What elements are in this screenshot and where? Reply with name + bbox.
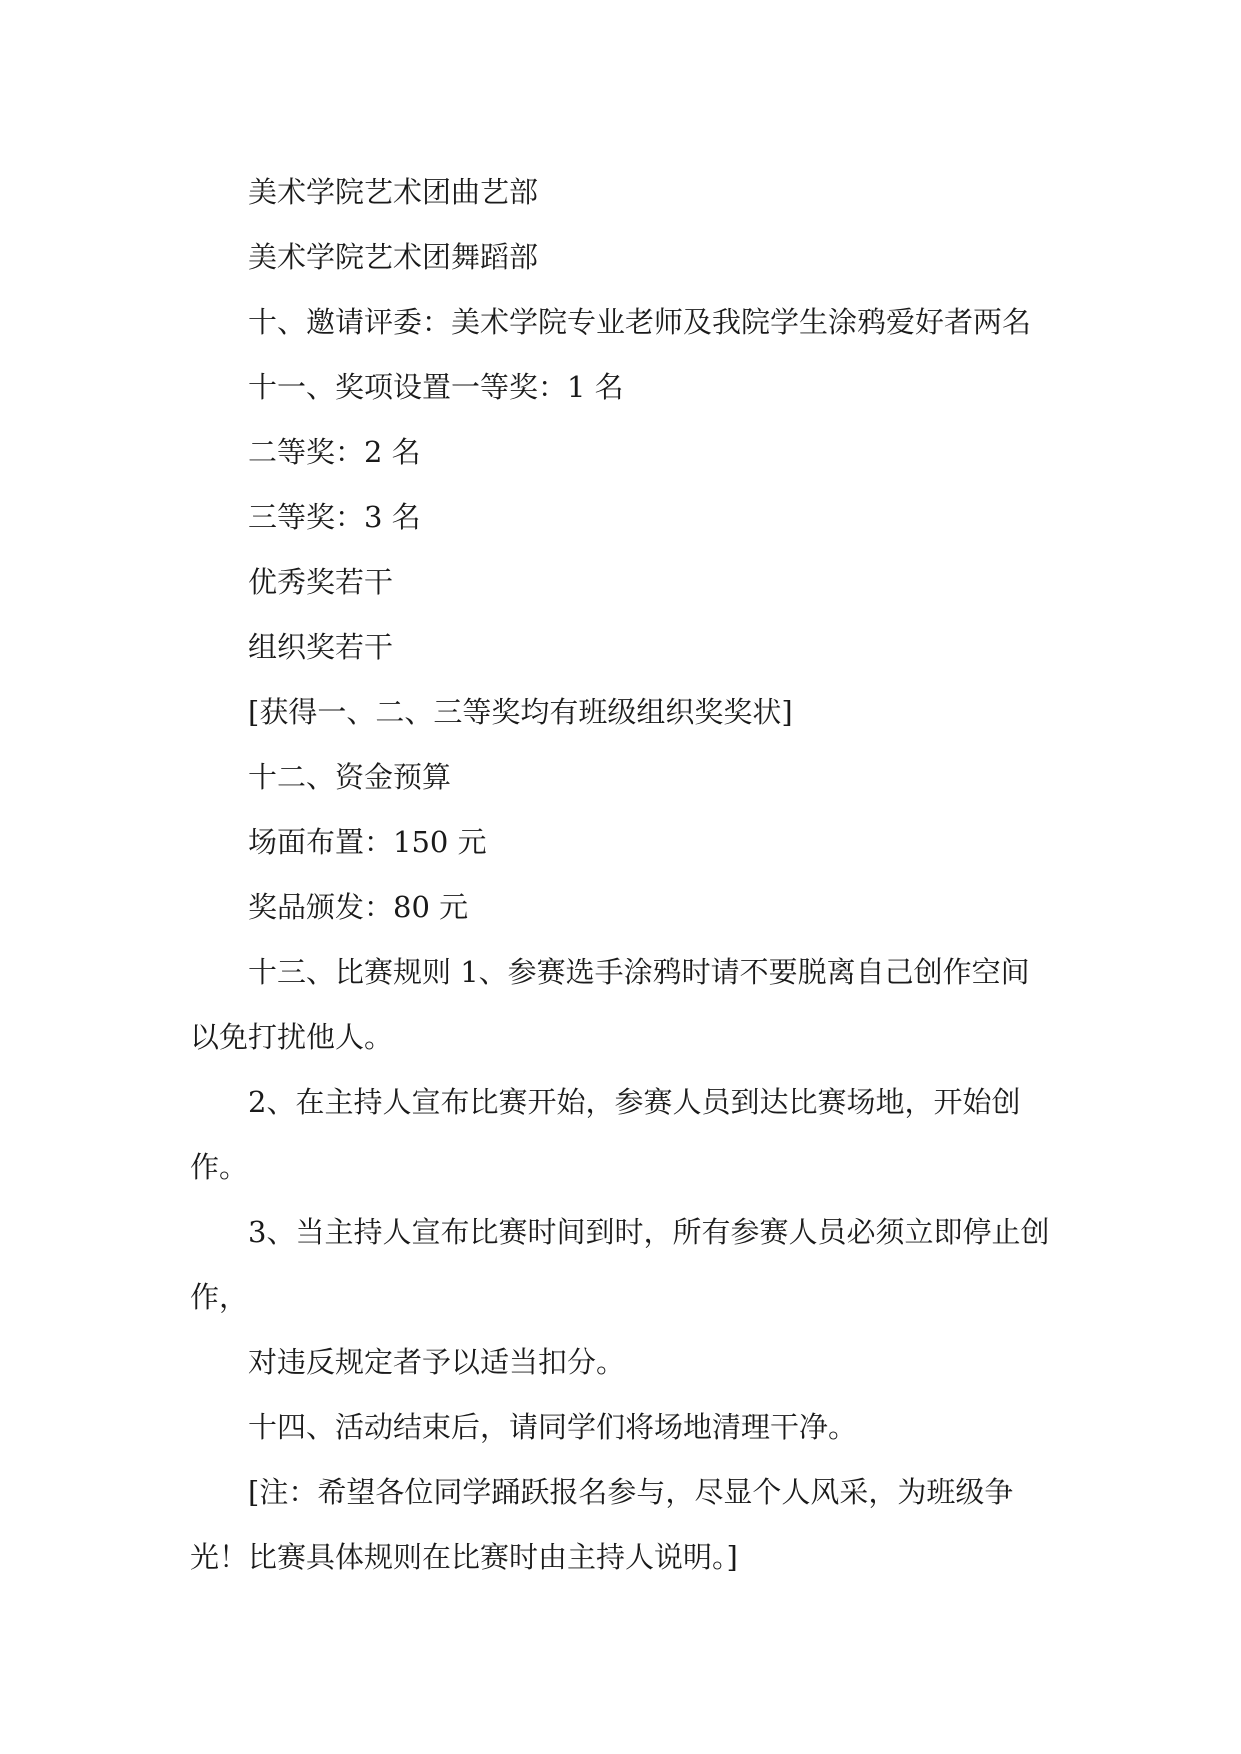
- paragraph-closing-note: [注：希望各位同学踊跃报名参与，尽显个人风采，为班级争光！比赛具体规则在比赛时由主持人说明。]: [190, 1475, 1014, 1574]
- document-body: [190, 160, 1054, 1590]
- paragraph-awards-second: 二等奖：2 名: [248, 435, 421, 469]
- paragraph-awards-third: 三等奖：3 名: [248, 500, 421, 534]
- paragraph-awards-note: [获得一、二、三等奖均有班级组织奖奖状]: [248, 695, 793, 729]
- paragraph-cleanup: 十四、活动结束后，请同学们将场地清理干净。: [248, 1410, 858, 1444]
- paragraph-art-troupe-quyi: 美术学院艺术团曲艺部: [248, 175, 539, 209]
- paragraph-judges: 十、邀请评委：美术学院专业老师及我院学生涂鸦爱好者两名: [248, 305, 1032, 339]
- paragraph-awards-organization: 组织奖若干: [248, 630, 394, 664]
- paragraph-budget-heading: 十二、资金预算: [248, 760, 452, 794]
- paragraph-awards-first: 十一、奖项设置一等奖：1 名: [248, 370, 624, 404]
- paragraph-art-troupe-dance: 美术学院艺术团舞蹈部: [248, 240, 539, 274]
- paragraph-rules-1: 十三、比赛规则 1、参赛选手涂鸦时请不要脱离自己创作空间以免打扰他人。: [190, 955, 1030, 1054]
- paragraph-budget-prizes: 奖品颁发：80 元: [248, 890, 469, 924]
- paragraph-awards-excellence: 优秀奖若干: [248, 565, 394, 599]
- paragraph-rules-3: 3、当主持人宣布比赛时间到时，所有参赛人员必须立即停止创作，: [190, 1215, 1050, 1314]
- paragraph-rules-penalty: 对违反规定者予以适当扣分。: [248, 1345, 626, 1379]
- paragraph-rules-2: 2、在主持人宣布比赛开始，参赛人员到达比赛场地，开始创作。: [190, 1085, 1021, 1184]
- paragraph-budget-venue: 场面布置：150 元: [248, 825, 487, 859]
